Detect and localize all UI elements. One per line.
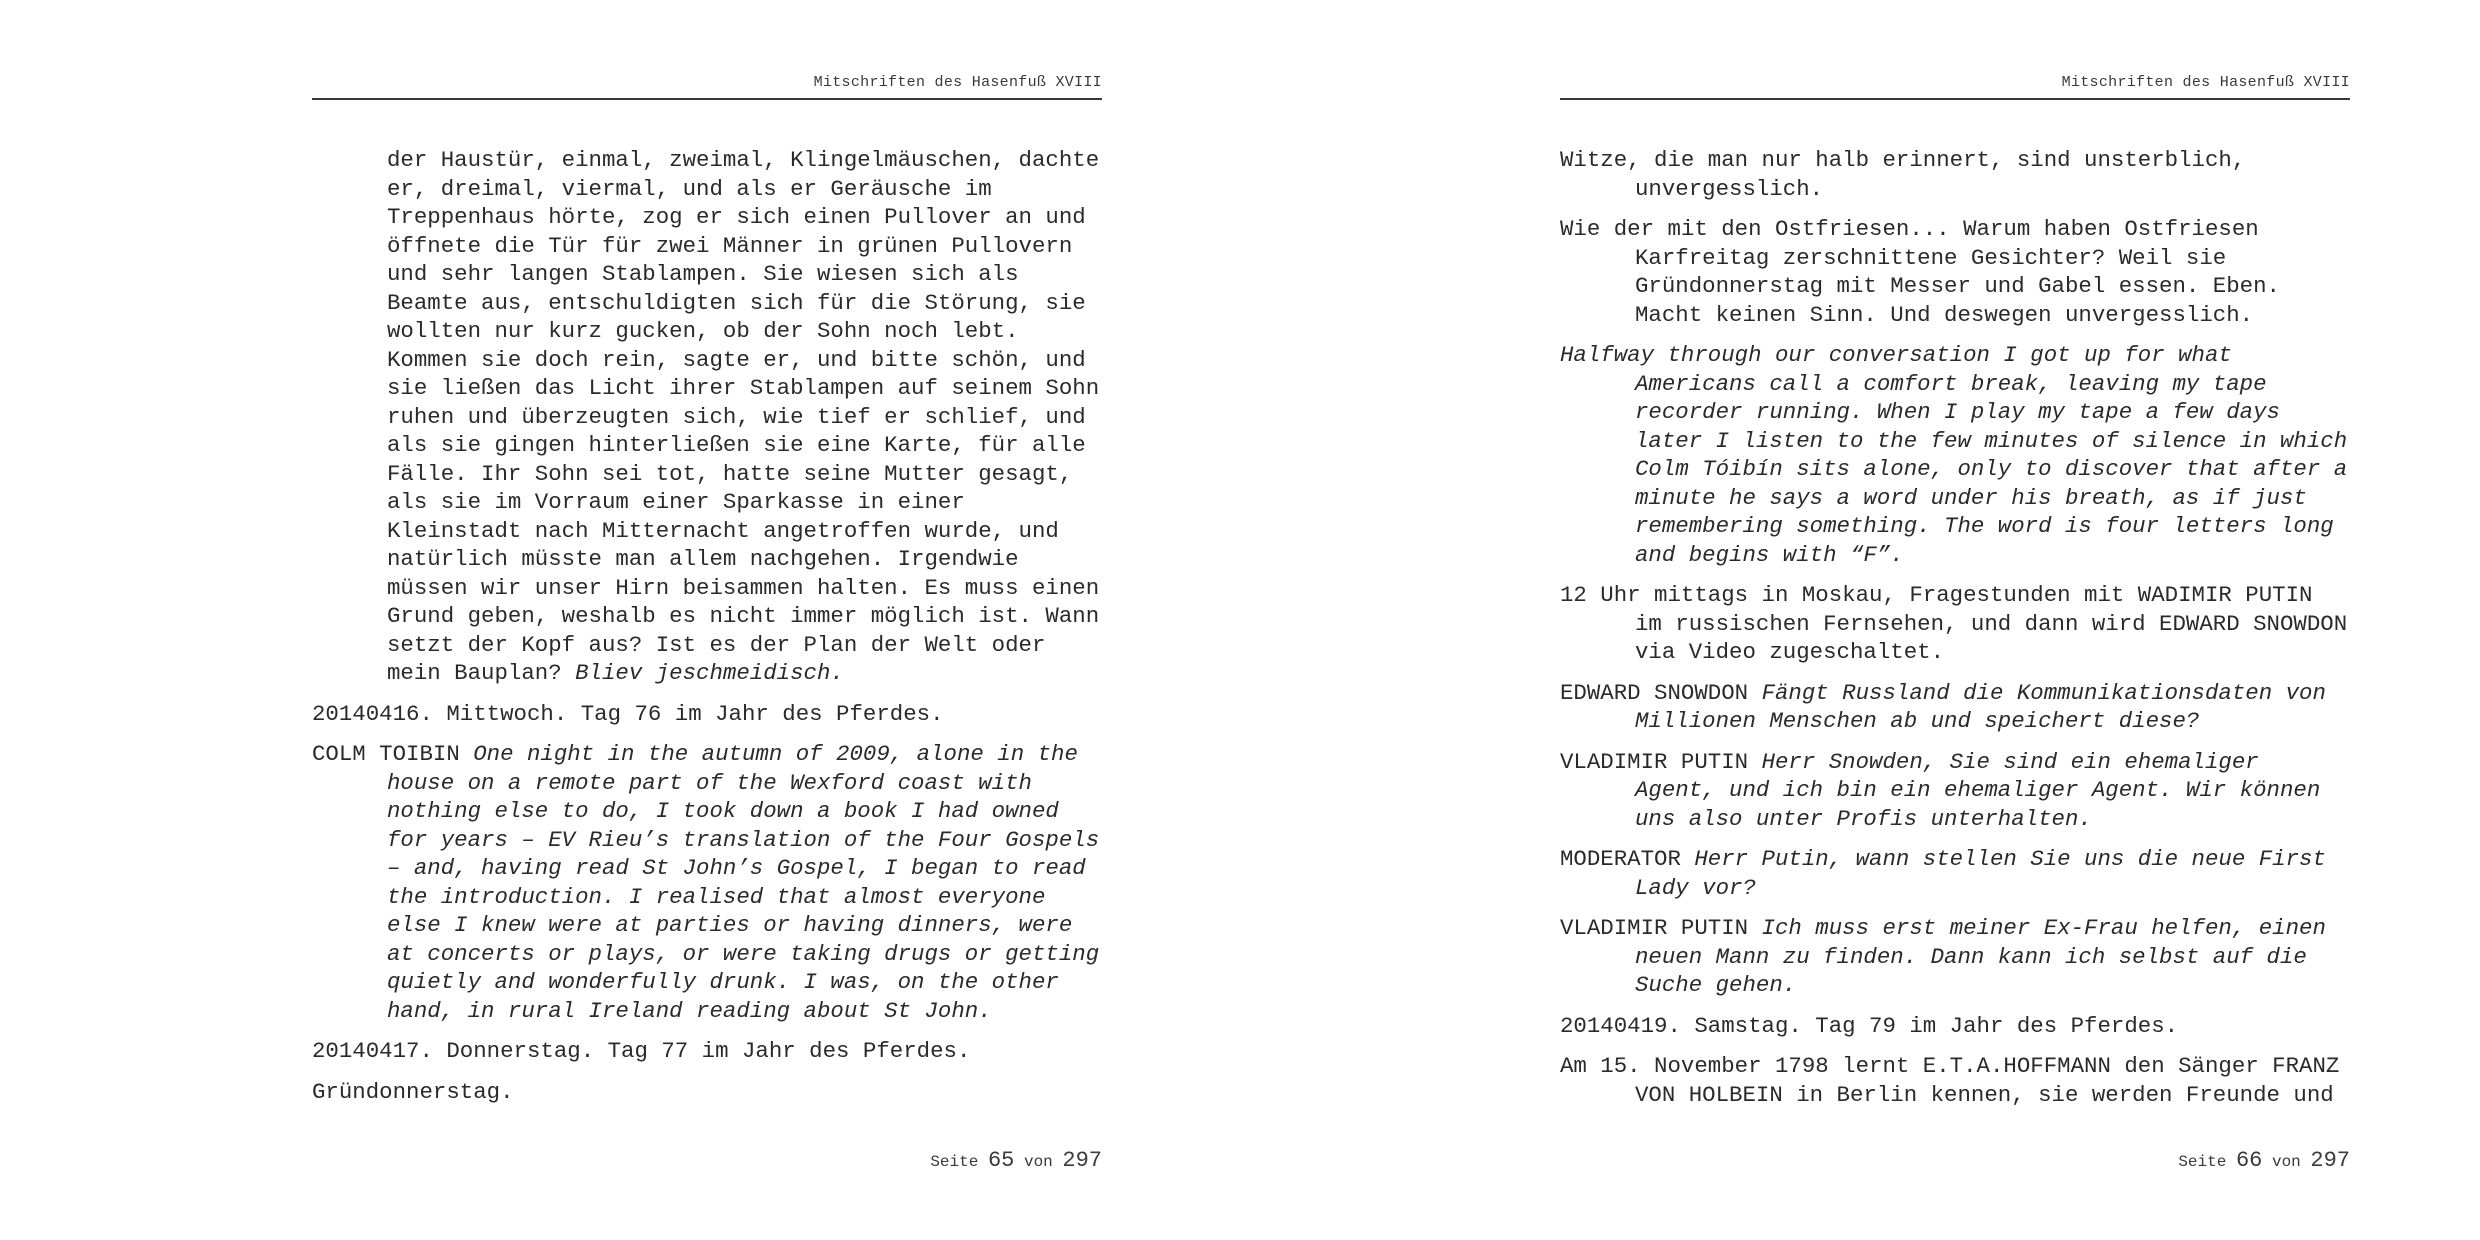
speaker-name: COLM TOIBIN [312, 741, 460, 767]
dialogue-text: Fängt Russland die Kommunikationsdaten von Millionen Menschen ab und speichert diese? [1635, 679, 2326, 734]
dialogue-line [1560, 914, 2350, 1000]
dialogue-text: Herr Putin, wann stellen Sie uns die neue First Lady vor? [1635, 846, 2326, 901]
dialogue-line [1560, 748, 2350, 834]
dialogue-text: Herr Snowden, Sie sind ein ehemaliger Agent, und ich bin ein ehemaliger Agent. Wir können uns also unter Profis unterhalten. [1635, 748, 2321, 832]
paragraph: Gründonnerstag. [312, 1078, 514, 1105]
page-number-footer [1560, 1148, 2350, 1173]
page-body [312, 146, 1102, 1118]
quote-paragraph: Halfway through our conversation I got up for what Americans call a comfort break, leaving my tape recorder running. When I play my tape a few days later I listen to the few minutes of silence in which Colm Tóibín sits alone, only to discover that after a minute he says a word under his breath, as if just remembering something. The word is four letters long and begins with “F”. [1560, 342, 2348, 568]
dialogue-line [1560, 679, 2350, 736]
footer-of: von [2271, 1153, 2301, 1171]
header-rule [1560, 98, 2350, 100]
footer-word: Seite [930, 1153, 979, 1171]
quote-text: One night in the autumn of 2009, alone in the house on a remote part of the Wexford coast with nothing else to do, I took down a book I had owned for years – EV Rieu’s translation of the Four Gospels – and, having read St John’s Gospel, I began to read the introduction. I realised that almost everyone else I knew were at parties or having dinners, were at concerts or plays, or were taking drugs or getting quietly and wonderfully drunk. I was, on the other hand, in rural Ireland reading about St John. [387, 741, 1100, 1024]
footer-word: Seite [2178, 1153, 2227, 1171]
speaker-name: MODERATOR [1560, 846, 1681, 872]
footer-total-pages: 297 [2310, 1148, 2350, 1173]
running-header: Mitschriften des Hasenfuß XVIII [2061, 74, 2350, 91]
dialect-phrase: Bliev jeschmeidisch. [575, 660, 844, 686]
paragraph-continuation [312, 146, 1102, 688]
date-entry: 20140417. Donnerstag. Tag 77 im Jahr des Pferdes. [312, 1038, 971, 1064]
paragraph: 12 Uhr mittags in Moskau, Fragestunden mit WADIMIR PUTIN im russischen Fernsehen, und dann wird EDWARD SNOWDON via Video zugeschaltet. [1560, 582, 2348, 665]
paragraph: Wie der mit den Ostfriesen... Warum haben Ostfriesen Karfreitag zerschnittene Gesichter? Weil sie Gründonnerstag mit Messer und Gabel essen. Eben. Macht keinen Sinn. Und deswegen unvergesslich. [1560, 216, 2280, 328]
header-rule [312, 98, 1102, 100]
footer-of: von [1023, 1153, 1053, 1171]
page-body [1560, 146, 2350, 1121]
quote-entry [312, 740, 1102, 1025]
date-entry: 20140416. Mittwoch. Tag 76 im Jahr des Pferdes. [312, 700, 944, 727]
page-number-footer [312, 1148, 1102, 1173]
running-header: Mitschriften des Hasenfuß XVIII [813, 74, 1102, 91]
date-entry: 20140419. Samstag. Tag 79 im Jahr des Pferdes. [1560, 1012, 2179, 1039]
paragraph: Am 15. November 1798 lernt E.T.A.HOFFMANN den Sänger FRANZ VON HOLBEIN in Berlin kennen, sie werden Freunde und [1560, 1053, 2340, 1108]
paragraph-text: der Haustür, einmal, zweimal, Klingelmäuschen, dachte er, dreimal, viermal, und als er Geräusche im Treppenhaus hörte, zog er sich einen Pullover an und öffnete die Tür für zwei Männer in grünen Pullovern und sehr langen Stablampen. Sie wiesen sich als Beamte aus, entschuldigten sich für die Störung, sie wollten nur kurz gucken, ob der Sohn noch lebt. Kommen sie doch rein, sagte er, und bitte schön, und sie ließen das Licht ihrer Stablampen auf seinem Sohn ruhen und überzeugten sich, wie tief er schlief, und als sie gingen hinterließen sie eine Karte, für alle Fälle. Ihr Sohn sei tot, hatte seine Mutter gesagt, als sie im Vorraum einer Sparkasse in einer Kleinstadt nach Mitternacht angetroffen wurde, und natürlich müsste man allem nachgehen. Irgendwie müssen wir unser Hirn beisammen halten. Es muss einen Grund geben, weshalb es nicht immer möglich ist. Wann setzt der Kopf aus? Ist es der Plan der Welt oder mein Bauplan? [387, 147, 1100, 686]
dialogue-text: Ich muss erst meiner Ex-Frau helfen, einen neuen Mann zu finden. Dann kann ich selbst auf die Suche gehen. [1635, 915, 2326, 998]
speaker-name: VLADIMIR PUTIN [1560, 748, 1749, 775]
speaker-name: EDWARD SNOWDON [1560, 679, 1749, 706]
right-page [1560, 0, 2350, 1240]
dialogue-line [1560, 845, 2350, 902]
footer-page-number: 66 [2235, 1148, 2263, 1173]
paragraph: Witze, die man nur halb erinnert, sind unsterblich, unvergesslich. [1560, 147, 2246, 202]
speaker-name: VLADIMIR PUTIN [1560, 915, 1749, 941]
left-page [312, 0, 1102, 1240]
footer-total-pages: 297 [1062, 1148, 1102, 1173]
footer-page-number: 65 [987, 1148, 1015, 1173]
